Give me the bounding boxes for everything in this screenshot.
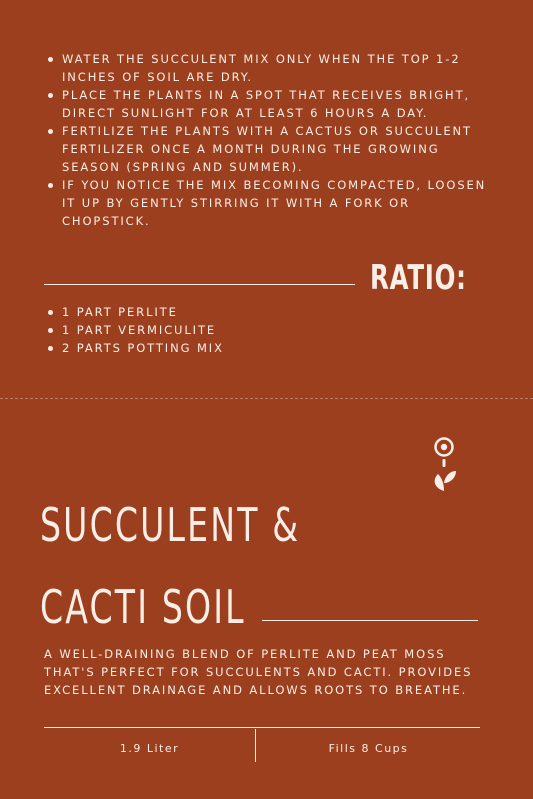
care-instruction-item: WATER THE SUCCULENT MIX ONLY WHEN THE TOP 1-2 INCHES OF SOIL ARE DRY. [44,50,494,86]
care-instruction-item: IF YOU NOTICE THE MIX BECOMING COMPACTED, LOOSEN IT UP BY GENTLY STIRRING IT WITH A FORK OR CHOPSTICK. [44,176,494,230]
care-instruction-item: FERTILIZE THE PLANTS WITH A CACTUS OR SUCCULENT FERTILIZER ONCE A MONTH DURING THE GROWING SEASON (SPRING AND SUMMER). [44,122,494,176]
yield-label: Fills 8 Cups [328,742,409,755]
care-instruction-item: PLACE THE PLANTS IN A SPOT THAT RECEIVES BRIGHT, DIRECT SUNLIGHT FOR AT LEAST 6 HOURS A DAY. [44,86,494,122]
ratio-item: 2 PARTS POTTING MIX [44,339,224,357]
ratio-list [44,303,224,357]
product-title-line-1: SUCCULENT & [40,498,301,552]
care-instructions-list [44,50,494,230]
ratio-item: 1 PART VERMICULITE [44,321,224,339]
title-underline [262,620,478,621]
product-title-line-2: CACTI SOIL [40,580,246,634]
ratio-heading: RATIO: [370,258,467,298]
volume-label: 1.9 Liter [119,742,180,755]
product-description: A WELL-DRAINING BLEND OF PERLITE AND PEAT MOSS THAT'S PERFECT FOR SUCCULENTS AND CACTI. PROVIDES EXCELLENT DRAINAGE AND ALLOWS ROOTS TO BREATHE. [44,647,473,697]
info-top-rule [44,727,480,728]
info-divider [255,729,256,762]
ratio-divider [44,284,355,285]
fold-line [0,398,533,399]
sprout-logo-icon [430,436,458,494]
ratio-item: 1 PART PERLITE [44,303,224,321]
